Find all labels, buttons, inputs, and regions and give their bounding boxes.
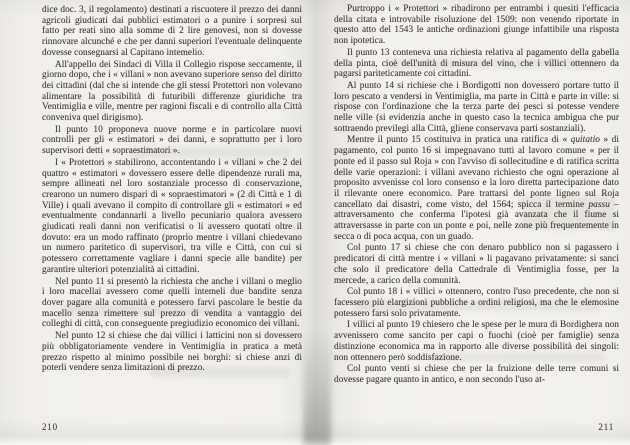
paragraph: All'appello dei Sindaci di Villa il Collegio rispose seccamente, il giorno dopo, che i « villani » non avevano superiore senso del diritto dei cittadini (dal che si intende che gli stessi Protettori non volevano alimentare la possibilità di futuribili differenze giuridiche tra Ventimiglia e ville, mentre per ragioni fiscali e di controllo alla Città conveniva quel dirigismo).	[42, 59, 302, 124]
paragraph: Col punto venti si chiese che per la fruizione delle terre comuni si dovesse pagare quanto in antico, e non secondo l'uso at-	[334, 364, 619, 385]
paragraph: Col punto 17 si chiese che con denaro pubblico non si pagassero i predicatori di città mentre i « villani » li pagavano privatamente: si sancì che solo il predicatore della Cattedrale di Ventimiglia fosse, per la mercede, a carico della comunità.	[334, 243, 619, 286]
page-number-right: 211	[598, 422, 614, 432]
paragraph: I villici al punto 19 chiesero che le spese per le mura di Bordighera non avvenissero come sancito per capi o fuochi (cioè per famiglie) senza distinzione economica ma in rapporto alle diverse possibilità dei singoli: non ottennero però soddisfazione.	[334, 320, 619, 363]
right-page	[334, 4, 619, 387]
paragraph: Purtroppo i « Protettori » ribadirono per entrambi i quesiti l'efficacia della citata e introvabile risoluzione del 1509: non venendo riportate in questo atto del 1543 le antiche ordinazioni giunge infattibile una risposta non ipotetica.	[334, 4, 619, 47]
paragraph: Col punto 18 i « villici » ottennero, contro l'uso precedente, che non si facessero più elargizioni pubbliche a ordini religiosi, ma che le elemosine potessero farsi solo privatamente.	[334, 287, 619, 319]
paragraph: Il punto 13 conteneva una richiesta relativa al pagamento della gabella della pinta, cioè dell'unità di misura del vino, che i villici ottennero da pagarsi pariteticamente coi cittadini.	[334, 47, 619, 80]
paragraph: Al punto 14 si richiese che i Bordigotti non dovessero portare tutto il loro pescato a vendersi in Ventimiglia, ma parte in Città e parte in ville: si rispose con l'ordinazione che la terza parte dei pesci si potesse vendere nelle ville (si evidenzia anche in questo caso la tecnica ambigua che pur sottraendo previlegi alla Città, gliene conservava parti sostanziali).	[334, 80, 619, 134]
page-number-left: 210	[42, 422, 58, 432]
paragraph: Mentre il punto 15 costituiva in pratica una ratifica di « quitatio » di pagamento, col punto 16 si impegnavano tutti al lavoro comune « per il ponte ed il passo sul Roja » con l'avviso di sollecitudine e di ratifica scritta delle varie operazioni: i villani avevano richiesto che ogni operazione al proposito avvenisse col loro consenso e la loro diretta partecipazione dato il rilevante onere economico. Pare trattarsi del ponte ligneo sul Roja cancellato dai disastri, come visto, del 1564; spicca il termine passu – attraversamento che conferma l'ipotesi già avanzata che il fiume si attraversasse in parte con un ponte e poi, nelle zone più frequentemente in secca o di poca acqua, con un guado.	[334, 135, 620, 242]
paragraph: I « Protettori » stabilirono, accontentando i « villani » che 2 dei quattro « estimatori » dovessero essere delle dipendenze rurali ma, sempre allineati nel loro sostanziale processo di conservazione, crearono un numero dispari di « sopraestimatori » (2 di Città e 1 di Ville) i quali avevano il compito di controllare gli « estimatori » ed eventualmente condannarli a livello pecuniario qualora avessero giudicati reali danni non verificatisi o li avessero quotati oltre il dovuto: era un modo raffinato (proprio mentre i villani chiedevano un numero paritetico di supervisori, tra ville e Città, con cui si potessero correttamente vagliare i danni specie alle bandite) per garantire ulteriori potenzialità ai cittadini.	[42, 157, 302, 275]
paragraph: Nel punto 11 si presentò la richiesta che anche i villani o meglio i loro macellai avessero come quelli intemeli due bandite senza dover pagare alla comunità e potessero farvi pascolare le bestie da macello senza rimettere sul prezzo di vendita a vantaggio dei colleghi di città, con conseguente pregiudizio economico dei villani.	[42, 276, 302, 330]
paragraph: Il punto 10 proponeva nuove norme e in particolare nuovi controlli per gli « estimatori » dei danni, e soprattutto per i loro supervisori detti « sopraestimatori ».	[42, 124, 302, 157]
left-page	[42, 5, 302, 375]
paragraph: Nel punto 12 si chiese che dai villici i latticini non si dovessero più obbligatoriamente vendere in Ventimiglia in pratica a metà prezzo rispetto al minimo possibile nei borghi: si chiese anzi di poterli vendere senza limitazioni di prezzo.	[42, 331, 302, 374]
gutter-shadow	[303, 330, 331, 445]
paragraph: dice doc. 3, il regolamento) destinati a riscuotere il prezzo dei danni agricoli giudicati dai pubblici estimatori o a punire i sorpresi sul fatto per reati sino alla somme di 2 lire genovesi, non si dovesse rinnovare alcunché e che per danni superiori l'eventuale delinquente dovesse consegnarsi al Capitano intemelio.	[42, 5, 302, 58]
